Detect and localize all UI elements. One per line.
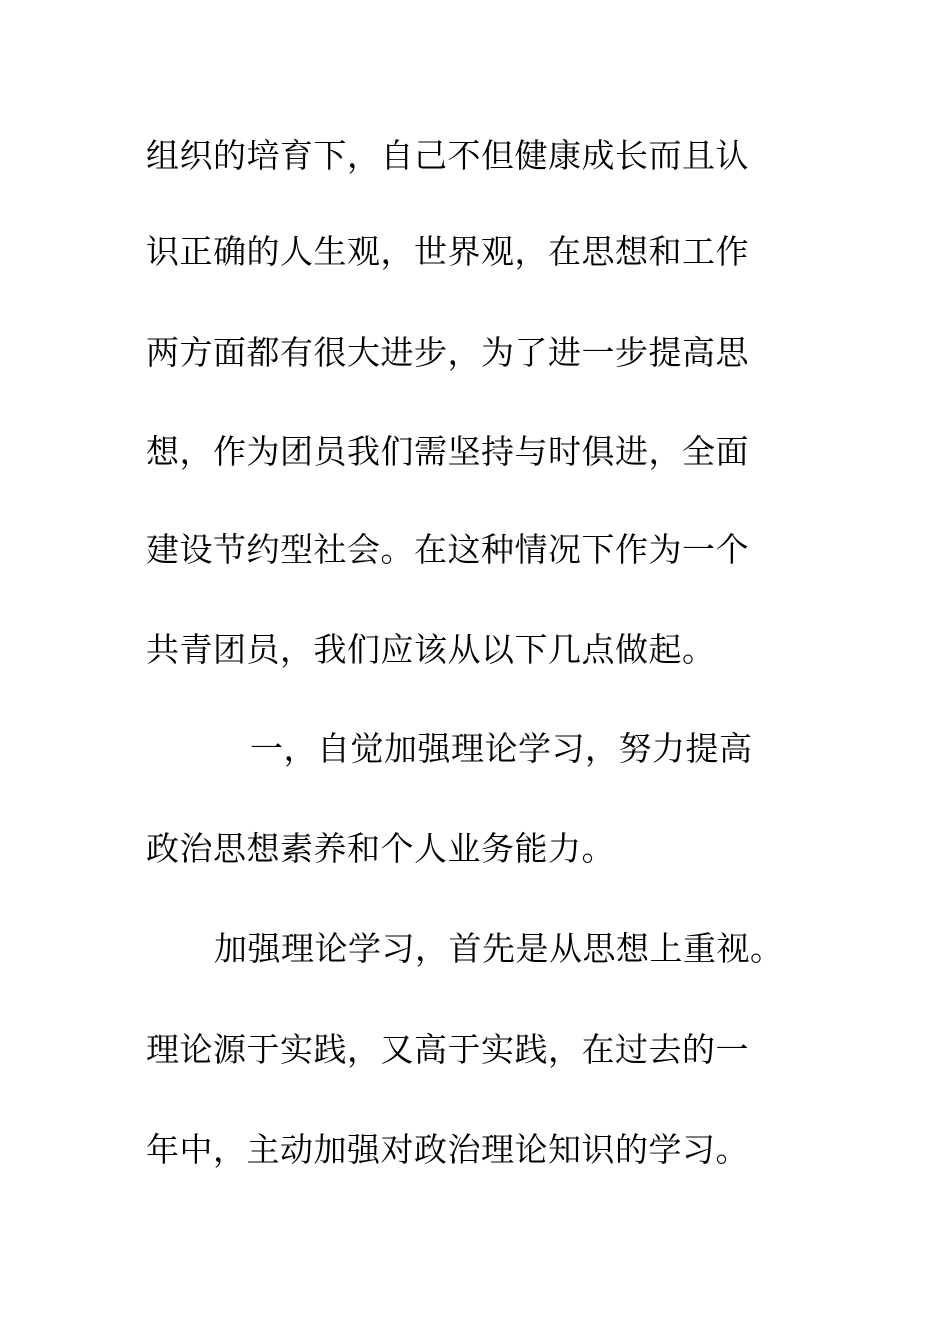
text-line: 组织的培育下，自己不但健康成长而且认 bbox=[146, 136, 749, 175]
text-line: 年中，主动加强对政治理论知识的学习。 bbox=[146, 1130, 749, 1169]
text-line: 想，作为团员我们需坚持与时俱进，全面 bbox=[146, 432, 749, 471]
paragraph-first-line: 加强理论学习，首先是从思想上重视。 bbox=[214, 929, 784, 968]
text-line: 识正确的人生观，世界观，在思想和工作 bbox=[146, 232, 749, 271]
section-heading-line: 一，自觉加强理论学习，努力提高 bbox=[250, 729, 753, 768]
text-line: 两方面都有很大进步，为了进一步提高思 bbox=[146, 333, 749, 372]
text-line: 理论源于实践，又高于实践，在过去的一 bbox=[146, 1030, 749, 1069]
section-heading-line: 政治思想素养和个人业务能力。 bbox=[146, 829, 615, 868]
text-line: 共青团员，我们应该从以下几点做起。 bbox=[146, 630, 716, 669]
text-line: 建设节约型社会。在这种情况下作为一个 bbox=[146, 530, 749, 569]
